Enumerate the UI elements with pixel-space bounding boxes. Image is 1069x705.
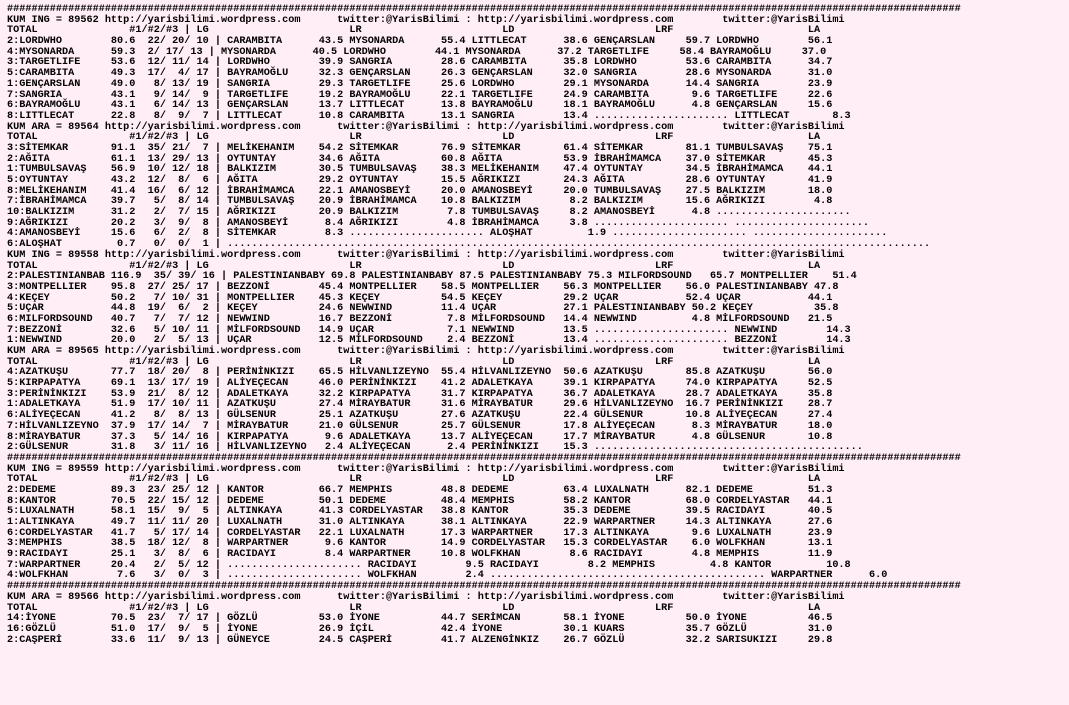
text-line: 5:OYTUNTAY 43.2 12/ 8/ 6 | AĞITA 29.2 OYTUNTAY 15.5 AĞRIKIZI 24.3 AĞITA 28.6 OYTUNTAY 41.9 — [7, 175, 833, 186]
text-line: 6:BAYRAMOĞLU 43.1 6/ 14/ 13 | GENÇARSLAN 13.7 LITTLECAT 13.8 BAYRAMOĞLU 18.1 BAYRAMOĞLU 4.8 GENÇARSLAN 15.6 — [7, 100, 833, 112]
text-line: TOTAL #1/#2/#3 | LG LR LD LRF LA — [7, 356, 821, 368]
text-line: 5:KIRPAPATYA 69.1 13/ 17/ 19 | ALİYEÇECAN 46.0 PERİNİNKIZI 41.2 ADALETKAYA 39.1 KIRPAPATYA 74.0 KIRPAPATYA 52.5 — [7, 378, 833, 390]
text-line: 10:BALKIZIM 31.2 2/ 7/ 15 | AĞRIKIZI 20.9 BALKIZIM 7.8 TUMBULSAVAŞ 8.2 AMANOSBEYİ 4.8 ...................... — [7, 207, 851, 219]
text-line: TOTAL #1/#2/#3 | LG LR LD LRF LA — [7, 602, 821, 614]
text-line: 3:TARGETLIFE 53.6 12/ 11/ 14 | LORDWHO 39.9 SANGRIA 28.6 CARAMBITA 35.8 LORDWHO 53.6 CARAMBITA 34.7 — [7, 57, 833, 69]
text-line: KUM ING = 89562 http://yarisbilimi.wordpress.com twitter:@YarisBilimi : http://yarisbilimi.wordpress.com twitter:@YarisBilimi — [7, 14, 845, 26]
text-line: 1:TUMBULSAVAŞ 56.9 10/ 12/ 18 | BALKIZIM 30.5 TUMBULSAVAŞ 38.3 MELİKEHANIM 47.4 OYTUNTAY 34.5 İBRAHİMAMCA 44.1 — [7, 164, 833, 176]
text-line: 8:MELİKEHANIM 41.4 16/ 6/ 12 | İBRAHİMAMCA 22.1 AMANOSBEYİ 20.0 AMANOSBEYİ 20.0 TUMBULSAVAŞ 27.5 BALKIZIM 18.0 — [7, 185, 833, 197]
text-line: 7:SANGRIA 43.1 9/ 14/ 9 | TARGETLIFE 19.2 BAYRAMOĞLU 22.1 TARGETLIFE 24.9 CARAMBITA 9.6 TARGETLIFE 22.6 — [7, 89, 833, 101]
text-line: ############################################################################################################################################################ — [7, 4, 961, 15]
text-line: TOTAL #1/#2/#3 | LG LR LD LRF LA — [7, 132, 821, 144]
text-line: KUM ARA = 89566 http://yarisbilimi.wordpress.com twitter:@YarisBilimi : http://yarisbilimi.wordpress.com twitter:@YarisBilimi — [7, 591, 845, 603]
text-line: 2:AĞITA 61.1 13/ 29/ 13 | OYTUNTAY 34.6 AĞITA 60.8 AĞITA 53.9 İBRAHİMAMCA 37.0 SİTEMKAR 45.3 — [7, 153, 833, 165]
text-line: 2:LORDWHO 80.6 22/ 20/ 10 | CARAMBITA 43.5 MYSONARDA 55.4 LITTLECAT 38.6 GENÇARSLAN 59.7 LORDWHO 56.1 — [7, 36, 833, 48]
text-line: KUM ING = 89559 http://yarisbilimi.wordpress.com twitter:@YarisBilimi : http://yarisbilimi.wordpress.com twitter:@YarisBilimi — [7, 463, 845, 475]
text-line: 16:GÖZLÜ 51.0 17/ 9/ 5 | İYONE 26.9 İÇİL 42.4 İYONE 30.1 KUARS 35.7 GÖZLÜ 31.0 — [7, 623, 833, 635]
text-line: TOTAL #1/#2/#3 | LG LR LD LRF LA — [7, 474, 821, 486]
text-line: 1:ALTINKAYA 49.7 11/ 11/ 20 | LUXALNATH 31.0 ALTINKAYA 38.1 ALTINKAYA 22.9 WARPARTNER 14.3 ALTINKAYA 27.6 — [7, 517, 833, 528]
text-line: TOTAL #1/#2/#3 | LG LR LD LRF LA — [7, 260, 821, 272]
text-line: ############################################################################################################################################################ — [7, 581, 961, 593]
text-line: 7:İBRAHİMAMCA 39.7 5/ 8/ 14 | TUMBULSAVAŞ 20.9 İBRAHİMAMCA 10.8 BALKIZIM 8.2 BALKIZIM 15.6 AĞRIKIZI 4.8 — [7, 196, 833, 208]
text-line: 8:KANTOR 70.5 22/ 15/ 12 | DEDEME 50.1 DEDEME 48.4 MEMPHIS 58.2 KANTOR 68.0 CORDELYASTAR 44.1 — [7, 495, 833, 507]
text-line: 9:AĞRIKIZI 20.2 3/ 9/ 8 | AMANOSBEYİ 8.4 AĞRIKIZI 4.8 İBRAHİMAMCA 3.8 ...................... ...................... — [7, 217, 870, 229]
text-line: KUM ARA = 89564 http://yarisbilimi.wordpress.com twitter:@YarisBilimi : http://yarisbilimi.wordpress.com twitter:@YarisBilimi — [7, 121, 845, 133]
text-line: 14:İYONE 70.5 23/ 7/ 17 | GÖZLÜ 53.0 İYONE 44.7 SERİMCAN 58.1 İYONE 50.0 İYONE 46.5 — [7, 613, 833, 625]
text-line: 2:GÜLSENUR 31.8 3/ 11/ 16 | HİLVANLIZEYNO 2.4 ALİYEÇECAN 2.4 PERİNİNKIZI 15.3 ............................................ — [7, 442, 863, 454]
text-line: 4:AMANOSBEYİ 15.6 6/ 2/ 8 | SİTEMKAR 8.3 ...................... ALOŞHAT 1.9 ...................... ...................... — [7, 228, 888, 240]
text-line: 6:CORDELYASTAR 41.7 5/ 17/ 14 | CORDELYASTAR 22.1 LUXALNATH 17.3 WARPARTNER 17.3 ALTINKAYA 9.6 LUXALNATH 23.9 — [7, 527, 833, 539]
text-line: 2:CAŞPERİ 33.6 11/ 9/ 13 | GÜNEYCE 24.5 CAŞPERİ 41.7 ALZENGİNKIZ 26.7 GÖZLÜ 32.2 SARISUKIZI 29.8 — [7, 634, 833, 646]
text-line: 6:ALOŞHAT 0.7 0/ 0/ 1 | ................................................................................................................... — [7, 239, 931, 251]
text-line: 8:MİRAYBATUR 37.3 5/ 14/ 16 | KIRPAPATYA 9.6 ADALETKAYA 13.7 ALİYEÇECAN 17.7 MİRAYBATUR 4.8 GÜLSENUR 10.8 — [7, 431, 833, 443]
text-line: 2:DEDEME 89.3 23/ 25/ 12 | KANTOR 66.7 MEMPHIS 48.8 DEDEME 63.4 LUXALNATH 82.1 DEDEME 51.3 — [7, 484, 833, 496]
text-line: ############################################################################################################################################################ — [7, 452, 961, 464]
text-line: 5:LUXALNATH 58.1 15/ 9/ 5 | ALTINKAYA 41.3 CORDELYASTAR 38.8 KANTOR 35.3 DEDEME 39.5 RACIDAYI 40.5 — [7, 506, 833, 518]
text-line: 1:NEWWIND 20.0 2/ 5/ 13 | UÇAR 12.5 MİLFORDSOUND 2.4 BEZZONİ 13.4 ...................... BEZZONİ 14.3 — [7, 335, 851, 347]
text-line: 2:PALESTINIANBAB 116.9 35/ 39/ 16 | PALESTINIANBABY 69.8 PALESTINIANBABY 87.5 PALESTINIANBABY 75.3 MILFORDSOUND 65.7 MONTPELLIER 51.4 — [7, 271, 857, 283]
text-line: 6:MILFORDSOUND 40.7 7/ 7/ 12 | NEWWIND 16.7 BEZZONİ 7.8 MİLFORDSOUND 14.4 NEWWIND 4.8 MİLFORDSOUND 21.5 — [7, 313, 833, 325]
text-line: 3:MEMPHIS 38.5 18/ 12/ 8 | WARPARTNER 9.6 KANTOR 14.9 CORDELYASTAR 15.3 CORDELYASTAR 6.0 WOLFKHAN 13.1 — [7, 538, 833, 550]
text-line: 7:WARPARTNER 20.4 2/ 5/ 12 | ...................... RACIDAYI 9.5 RACIDAYI 8.2 MEMPHIS 4.8 KANTOR 10.8 — [7, 559, 851, 571]
text-line: 5:UÇAR 44.8 19/ 6/ 2 | KEÇEY 24.6 NEWWIND 11.4 UÇAR 27.1 PALESTINIANBABY 50.2 KEÇEY 35.8 — [7, 303, 839, 315]
text-line: 6:ALİYEÇECAN 41.2 8/ 8/ 13 | GÜLSENUR 25.1 AZATKUŞU 27.6 AZATKUŞU 22.4 GÜLSENUR 10.8 ALİYEÇECAN 27.4 — [7, 410, 833, 422]
text-line: 8:LITTLECAT 22.8 8/ 9/ 7 | LITTLECAT 10.8 CARAMBITA 13.1 SANGRIA 13.4 ...................... LITTLECAT 8.3 — [7, 110, 851, 122]
text-line: 1:ADALETKAYA 51.9 17/ 10/ 11 | AZATKUŞU 27.4 MİRAYBATUR 31.6 MİRAYBATUR 29.6 HİLVANLIZEYNO 16.7 PERİNİNKIZI 28.7 — [7, 399, 833, 411]
text-line: 3:MONTPELLIER 95.8 27/ 25/ 17 | BEZZONİ 45.4 MONTPELLIER 58.5 MONTPELLIER 56.3 MONTPELLIER 56.0 PALESTINIANBABY 47.8 — [7, 281, 839, 293]
text-line: 7:BEZZONİ 32.6 5/ 10/ 11 | MİLFORDSOUND 14.9 UÇAR 7.1 NEWWIND 13.5 ...................... NEWWIND 14.3 — [7, 324, 851, 336]
text-line: KUM ING = 89558 http://yarisbilimi.wordpress.com twitter:@YarisBilimi : http://yarisbilimi.wordpress.com twitter:@YarisBilimi — [7, 249, 845, 261]
text-line: 4:AZATKUŞU 77.7 18/ 20/ 8 | PERİNİNKIZI 65.5 HİLVANLIZEYNO 55.4 HİLVANLIZEYNO 50.6 AZATKUŞU 85.8 AZATKUŞU 56.0 — [7, 367, 833, 379]
text-line: 4:MYSONARDA 59.3 2/ 17/ 13 | MYSONARDA 40.5 LORDWHO 44.1 MYSONARDA 37.2 TARGETLIFE 58.4 BAYRAMOĞLU 37.0 — [7, 46, 827, 58]
text-line: 3:PERİNİNKIZI 53.9 21/ 8/ 12 | ADALETKAYA 32.2 KIRPAPATYA 31.7 KIRPAPATYA 36.7 ADALETKAYA 28.7 ADALETKAYA 35.8 — [7, 388, 833, 400]
text-line: 3:SİTEMKAR 91.1 35/ 21/ 7 | MELİKEHANIM 54.2 SİTEMKAR 76.9 SİTEMKAR 61.4 SİTEMKAR 81.1 TUMBULSAVAŞ 75.1 — [7, 142, 833, 154]
text-line: 4:KEÇEY 50.2 7/ 10/ 31 | MONTPELLIER 45.3 KEÇEY 54.5 KEÇEY 29.2 UÇAR 52.4 UÇAR 44.1 — [7, 292, 833, 304]
text-line: 5:CARAMBITA 49.3 17/ 4/ 17 | BAYRAMOĞLU 32.3 GENÇARSLAN 26.3 GENÇARSLAN 32.0 SANGRIA 28.6 MYSONARDA 31.0 — [7, 68, 833, 80]
text-line: KUM ARA = 89565 http://yarisbilimi.wordpress.com twitter:@YarisBilimi : http://yarisbilimi.wordpress.com twitter:@YarisBilimi — [7, 346, 845, 357]
text-line: 1:GENÇARSLAN 49.0 8/ 13/ 19 | SANGRIA 29.3 TARGETLIFE 25.6 LORDWHO 29.1 MYSONARDA 14.4 SANGRIA 23.9 — [7, 78, 833, 90]
text-line: TOTAL #1/#2/#3 | LG LR LD LRF LA — [7, 25, 821, 37]
text-line: 7:HİLVANLIZEYNO 37.9 17/ 14/ 7 | MİRAYBATUR 21.0 GÜLSENUR 25.7 GÜLSENUR 17.8 ALİYEÇECAN 8.3 MİRAYBATUR 18.0 — [7, 420, 833, 432]
text-line: 4:WOLFKHAN 7.6 3/ 0/ 3 | ...................... WOLFKHAN 2.4 ............................................. WARPARTNER 6.0 — [7, 570, 888, 582]
text-line: 9:RACIDAYI 25.1 3/ 8/ 6 | RACIDAYI 8.4 WARPARTNER 10.8 WOLFKHAN 8.6 RACIDAYI 4.8 MEMPHIS 11.9 — [7, 549, 833, 561]
